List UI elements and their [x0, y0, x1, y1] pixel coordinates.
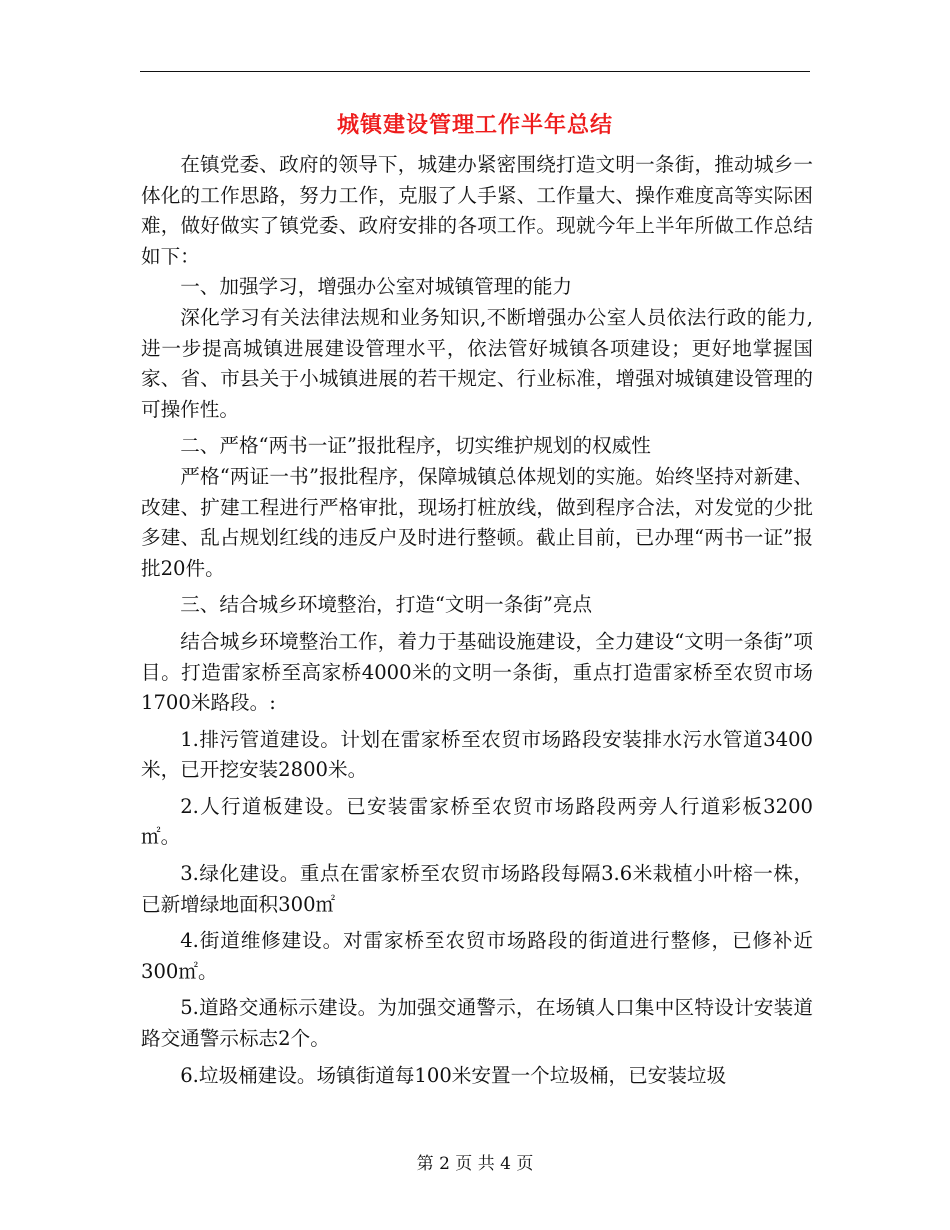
list-item-3: 3.绿化建设。重点在雷家桥至农贸市场路段每隔3.6米栽植小叶榕一株，已新增绿地面积300㎡ [141, 862, 813, 916]
list-item-6: 6.垃圾桶建设。场镇街道每100米安置一个垃圾桶，已安装垃圾 [180, 1063, 727, 1087]
document-title: 城镇建设管理工作半年总结 [336, 112, 613, 138]
list-item-2: 2.人行道板建设。已安装雷家桥至农贸市场路段两旁人行道彩板3200 ㎡。 [141, 794, 813, 849]
list-item-4: 4.街道维修建设。对雷家桥至农贸市场路段的街道进行整修，已修补近300㎡。 [141, 929, 813, 983]
section-paragraph-3: 结合城乡环境整治工作，着力于基础设施建设，全力建设“文明一条街”项目。打造雷家桥至高家桥4000米的文明一条街，重点打造雷家桥至农贸市场1700米路段。: [141, 629, 813, 715]
intro-paragraph: 在镇党委、政府的领导下，城建办紧密围绕打造文明一条街，推动城乡一体化的工作思路，努力工作，克服了人手紧、工作量大、操作难度高等实际困难，做好做实了镇党委、政府安排的各项工作。现就今年上半年所做工作总结如下： [141, 153, 813, 268]
header-rule [140, 71, 810, 72]
section-paragraph-2: 严格“两证一书”报批程序，保障城镇总体规划的实施。始终坚持对新建、改建、扩建工程进行严格审批，现场打桩放线，做到程序合法，对发觉的少批多建、乱占规划红线的违反户及时进行整顿。截止目前，已办理“两书一证”报批20件。 [141, 464, 813, 580]
section-heading-3: 三、结合城乡环境整治，打造“文明一条街”亮点 [180, 593, 593, 617]
section-heading-1: 一、加强学习，增强办公室对城镇管理的能力 [180, 275, 573, 299]
list-item-1: 1.排污管道建设。计划在雷家桥至农贸市场路段安装排水污水管道3400米，已开挖安装2800米。 [141, 727, 813, 782]
page-number: 第 2 页 共 4 页 [416, 1154, 534, 1174]
section-paragraph-1: 深化学习有关法律法规和业务知识,不断增强办公室人员依法行政的能力,进一步提高城镇进展建设管理水平，依法管好城镇各项建设；更好地掌握国家、省、市县关于小城镇进展的若干规定、行业标准，增强对城镇建设管理的可操作性。 [141, 305, 813, 421]
list-item-5: 5.道路交通标示建设。为加强交通警示，在场镇人口集中区特设计安装道路交通警示标志2个。 [141, 996, 813, 1051]
document-body [141, 150, 813, 1091]
section-heading-2: 二、严格“两书一证”报批程序，切实维护规划的权威性 [180, 434, 651, 458]
